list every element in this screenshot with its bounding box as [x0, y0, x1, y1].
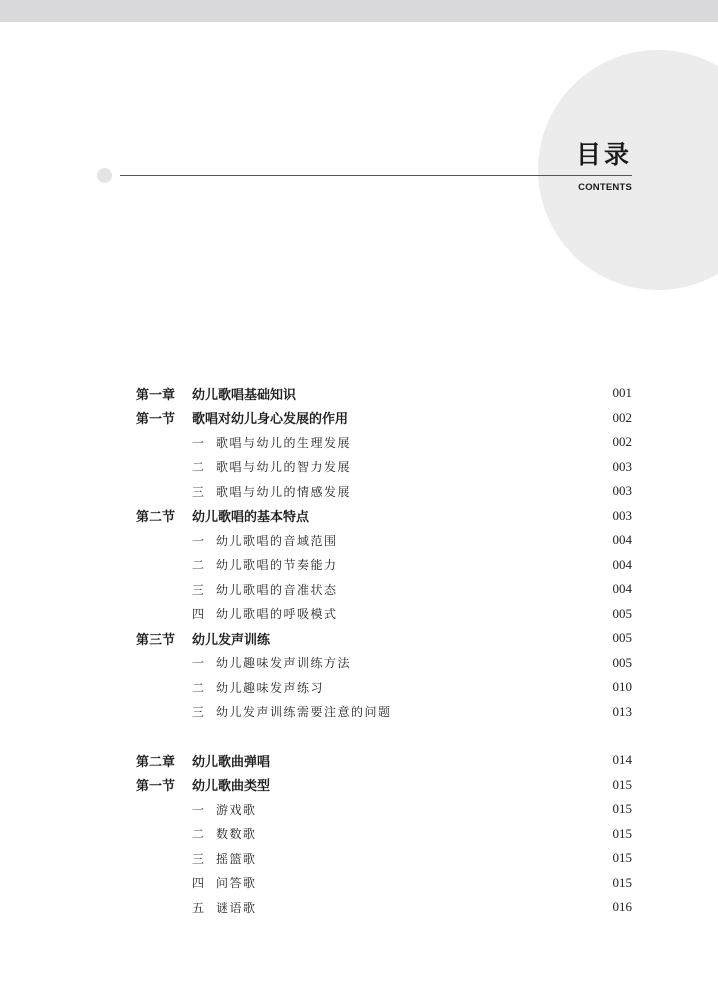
table-of-contents: [136, 381, 632, 920]
item-title: 歌唱与幼儿的生理发展: [216, 435, 352, 450]
header-rule: [120, 175, 632, 176]
toc-section[interactable]: [136, 504, 632, 529]
page-number: 015: [612, 874, 632, 890]
item-number: 四: [192, 607, 205, 622]
page-number: 001: [612, 385, 632, 401]
section-title: 幼儿发声训练: [192, 632, 271, 648]
page-number: 003: [612, 458, 632, 474]
item-title: 歌唱与幼儿的情感发展: [216, 484, 352, 499]
item-number: 三: [192, 851, 205, 866]
item-title: 谜语歌: [216, 900, 257, 915]
page-number: 015: [612, 850, 632, 866]
item-number: 二: [192, 680, 205, 695]
item-number: 二: [192, 460, 205, 475]
toc-item[interactable]: [136, 797, 632, 822]
item-number: 五: [192, 900, 205, 915]
top-bar: [0, 0, 718, 22]
page-number: 004: [612, 532, 632, 548]
page-number: 015: [612, 825, 632, 841]
section-label: 第一节: [136, 412, 176, 428]
item-title: 问答歌: [216, 876, 257, 891]
page-number: 002: [612, 434, 632, 450]
page-number: 016: [612, 899, 632, 915]
item-number: 二: [192, 558, 205, 573]
page-number: 005: [612, 654, 632, 670]
page-number: 015: [612, 801, 632, 817]
toc-item[interactable]: [136, 651, 632, 676]
chapter-title: 幼儿歌唱基础知识: [192, 387, 297, 403]
section-title: 幼儿歌唱的基本特点: [192, 510, 310, 526]
toc-item[interactable]: [136, 430, 632, 455]
chapter-block: [136, 748, 632, 920]
page-number: 015: [612, 776, 632, 792]
toc-item[interactable]: [136, 528, 632, 553]
section-label: 第一节: [136, 779, 176, 795]
section-title: 幼儿歌曲类型: [192, 779, 271, 795]
page-number: 004: [612, 581, 632, 597]
toc-item[interactable]: [136, 455, 632, 480]
item-title: 游戏歌: [216, 802, 257, 817]
chapter-label: 第一章: [136, 387, 176, 403]
item-number: 一: [192, 435, 205, 450]
page-title: 目录: [575, 140, 632, 169]
item-number: 一: [192, 656, 205, 671]
page-number: 014: [612, 752, 632, 768]
page-number: 003: [612, 483, 632, 499]
page-number: 005: [612, 605, 632, 621]
toc-section[interactable]: [136, 773, 632, 798]
page-number: 003: [612, 507, 632, 523]
item-title: 幼儿趣味发声练习: [216, 680, 325, 695]
decorative-dot: [97, 168, 112, 183]
toc-item[interactable]: [136, 675, 632, 700]
item-title: 幼儿歌唱的呼吸模式: [216, 607, 338, 622]
page-number: 010: [612, 679, 632, 695]
toc-item[interactable]: [136, 602, 632, 627]
item-title: 歌唱与幼儿的智力发展: [216, 460, 352, 475]
item-title: 幼儿歌唱的音准状态: [216, 582, 338, 597]
section-label: 第三节: [136, 632, 176, 648]
toc-chapter[interactable]: [136, 748, 632, 773]
item-number: 四: [192, 876, 205, 891]
item-number: 三: [192, 705, 205, 720]
toc-item[interactable]: [136, 479, 632, 504]
page-subtitle: CONTENTS: [578, 182, 632, 193]
item-title: 幼儿趣味发声训练方法: [216, 656, 352, 671]
item-number: 二: [192, 827, 205, 842]
toc-item[interactable]: [136, 822, 632, 847]
section-title: 歌唱对幼儿身心发展的作用: [192, 412, 349, 428]
toc-item[interactable]: [136, 700, 632, 725]
toc-item[interactable]: [136, 895, 632, 920]
toc-item[interactable]: [136, 553, 632, 578]
page-number: 002: [612, 409, 632, 425]
decorative-circle: [538, 50, 718, 290]
chapter-block: [136, 381, 632, 724]
item-number: 一: [192, 533, 205, 548]
chapter-label: 第二章: [136, 754, 176, 770]
item-number: 一: [192, 802, 205, 817]
item-title: 幼儿发声训练需要注意的问题: [216, 705, 392, 720]
item-number: 三: [192, 484, 205, 499]
item-title: 幼儿歌唱的音域范围: [216, 533, 338, 548]
item-number: 三: [192, 582, 205, 597]
toc-item[interactable]: [136, 846, 632, 871]
item-title: 幼儿歌唱的节奏能力: [216, 558, 338, 573]
toc-section[interactable]: [136, 626, 632, 651]
page-number: 005: [612, 630, 632, 646]
page-number: 004: [612, 556, 632, 572]
chapter-title: 幼儿歌曲弹唱: [192, 754, 271, 770]
item-title: 数数歌: [216, 827, 257, 842]
toc-item[interactable]: [136, 871, 632, 896]
toc-section[interactable]: [136, 406, 632, 431]
page-number: 013: [612, 703, 632, 719]
item-title: 摇篮歌: [216, 851, 257, 866]
toc-item[interactable]: [136, 577, 632, 602]
section-label: 第二节: [136, 510, 176, 526]
toc-chapter[interactable]: [136, 381, 632, 406]
